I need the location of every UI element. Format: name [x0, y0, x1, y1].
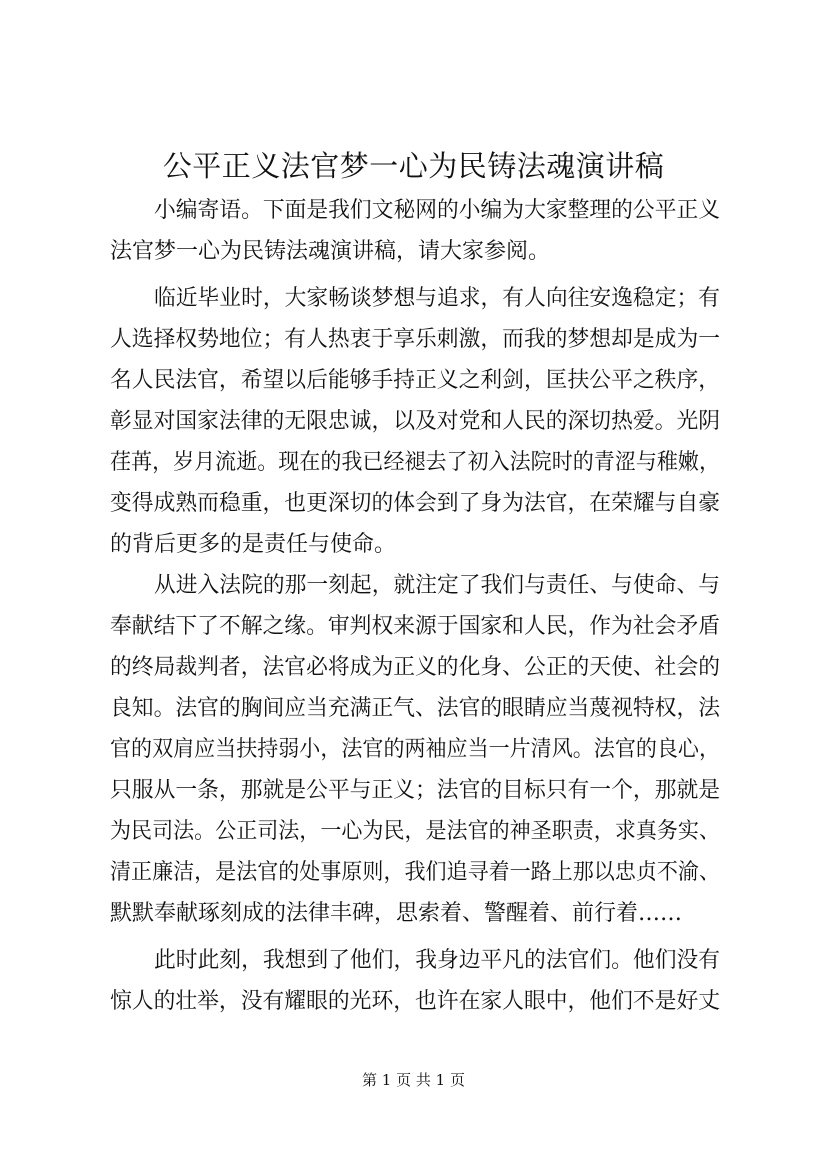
- body-line: 名人民法官，希望以后能够手持正义之利剑，匡扶公平之秩序，: [110, 368, 721, 393]
- body-line: 清正廉洁，是法官的处事原则，我们追寻着一路上那以忠贞不渝、: [110, 860, 721, 885]
- body-line: 的背后更多的是责任与使命。: [110, 532, 397, 557]
- body-line: 荏苒，岁月流逝。现在的我已经褪去了初入法院时的青涩与稚嫩，: [110, 450, 721, 475]
- body-line: 默默奉献琢刻成的法律丰碑，思索着、警醒着、前行着……: [110, 901, 683, 926]
- body-line: 彰显对国家法律的无限忠诚，以及对党和人民的深切热爱。光阴: [110, 409, 721, 434]
- body-line: 只服从一条，那就是公平与正义；法官的目标只有一个，那就是: [110, 778, 721, 803]
- document-title: 公平正义法官梦一心为民铸法魂演讲稿: [162, 149, 665, 183]
- body-line: 变得成熟而稳重，也更深切的体会到了身为法官，在荣耀与自豪: [110, 491, 721, 516]
- body-line: 临近毕业时，大家畅谈梦想与追求，有人向往安逸稳定；有: [154, 286, 721, 311]
- body-line: 的终局裁判者，法官必将成为正义的化身、公正的天使、社会的: [110, 655, 721, 680]
- page-footer: 第 1 页 共 1 页: [362, 1071, 465, 1089]
- body-line: 法官梦一心为民铸法魂演讲稿，请大家参阅。: [110, 239, 551, 264]
- body-line: 惊人的壮举，没有耀眼的光环，也许在家人眼中，他们不是好丈: [110, 989, 721, 1014]
- body-line: 此时此刻，我想到了他们，我身边平凡的法官们。他们没有: [154, 948, 721, 973]
- body-line: 良知。法官的胸间应当充满正气、法官的眼睛应当蔑视特权，法: [110, 696, 721, 721]
- body-line: 官的双肩应当扶持弱小，法官的两袖应当一片清风。法官的良心，: [110, 737, 721, 762]
- body-line: 人选择权势地位；有人热衷于享乐刺激，而我的梦想却是成为一: [110, 327, 721, 352]
- body-line: 小编寄语。下面是我们文秘网的小编为大家整理的公平正义: [154, 198, 721, 223]
- body-line: 奉献结下了不解之缘。审判权来源于国家和人民，作为社会矛盾: [110, 614, 721, 639]
- body-line: 从进入法院的那一刻起，就注定了我们与责任、与使命、与: [154, 573, 721, 598]
- body-line: 为民司法。公正司法，一心为民，是法官的神圣职责，求真务实、: [110, 819, 721, 844]
